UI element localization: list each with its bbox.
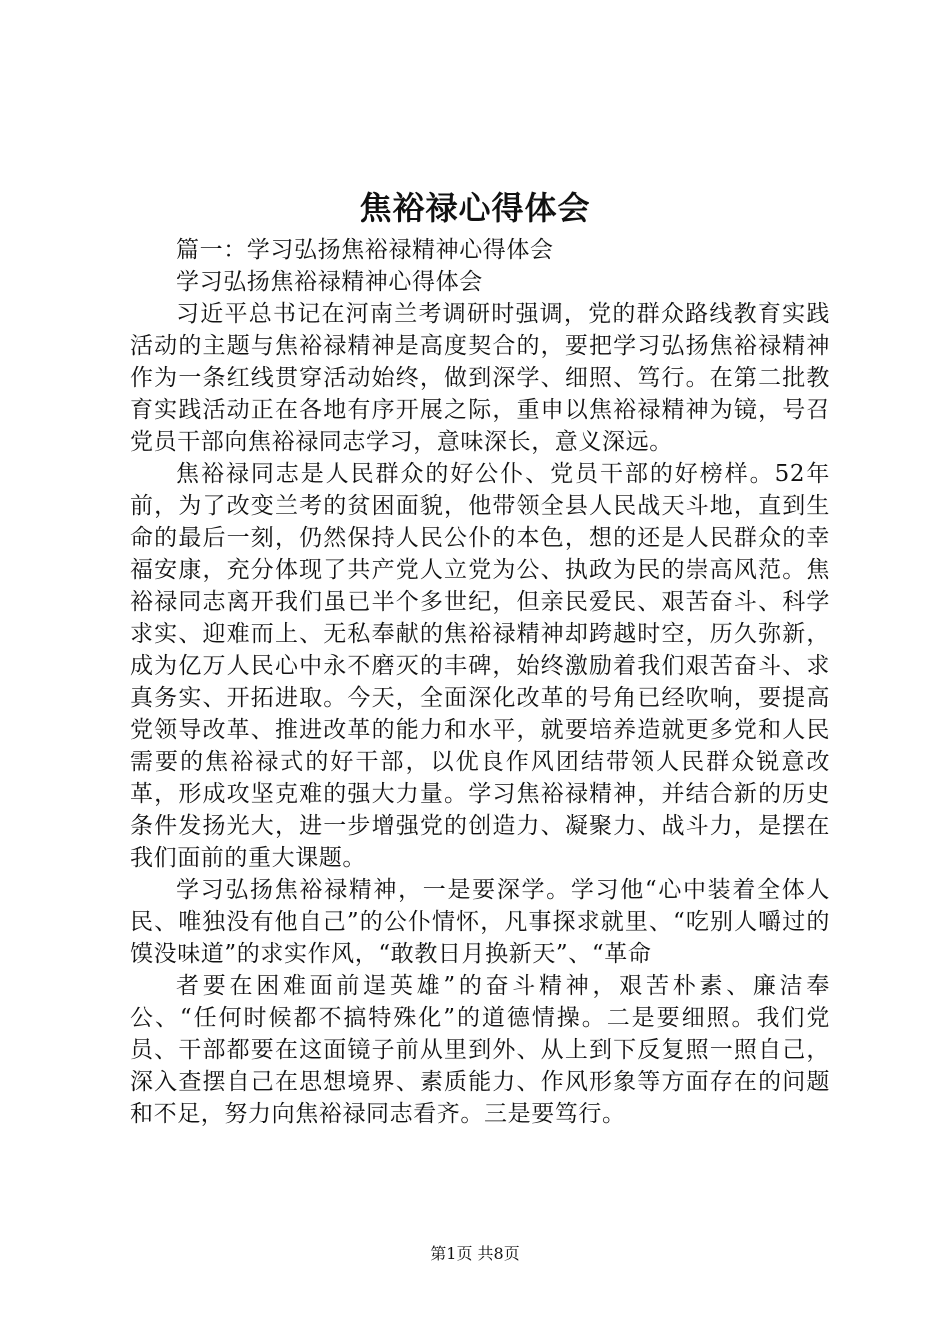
paragraph: 者要在困难面前逞英雄”的奋斗精神，艰苦朴素、廉洁奉公、“任何时候都不搞特殊化”的道德情操。二是要细照。我们党员、干部都要在这面镜子前从里到外、从上到下反复照一照自己，深入查摆自己在思想境界、素质能力、作风形象等方面存在的问题和不足，努力向焦裕禄同志看齐。三是要笃行。 xyxy=(130,973,830,1127)
paragraph: 学习弘扬焦裕禄精神，一是要深学。学习他“心中装着全体人民、唯独没有他自己”的公仆情怀，凡事探求就里、“吃别人嚼过的馍没味道”的求实作风，“敢教日月换新天”、“革命 xyxy=(130,877,830,967)
page-footer: 第1页 共8页 xyxy=(430,1244,520,1263)
section-heading: 篇一：学习弘扬焦裕禄精神心得体会 xyxy=(176,237,554,263)
paragraph: 焦裕禄同志是人民群众的好公仆、党员干部的好榜样。52年前，为了改变兰考的贫困面貌，他带领全县人民战天斗地，直到生命的最后一刻，仍然保持人民公仆的本色，想的还是人民群众的幸福安康，充分体现了共产党人立党为公、执政为民的崇高风范。焦裕禄同志离开我们虽已半个多世纪，但亲民爱民、艰苦奋斗、科学求实、迎难而上、无私奉献的焦裕禄精神却跨越时空，历久弥新，成为亿万人民心中永不磨灭的丰碑，始终激励着我们艰苦奋斗、求真务实、开拓进取。今天，全面深化改革的号角已经吹响，要提高党领导改革、推进改革的能力和水平，就要培养造就更多党和人民需要的焦裕禄式的好干部，以优良作风团结带领人民群众锐意改革，形成攻坚克难的强大力量。学习焦裕禄精神，并结合新的历史条件发扬光大，进一步增强党的创造力、凝聚力、战斗力，是摆在我们面前的重大课题。 xyxy=(130,461,830,871)
paragraph: 习近平总书记在河南兰考调研时强调，党的群众路线教育实践活动的主题与焦裕禄精神是高度契合的，要把学习弘扬焦裕禄精神作为一条红线贯穿活动始终，做到深学、细照、笃行。在第二批教育实践活动正在各地有序开展之际，重申以焦裕禄精神为镜，号召党员干部向焦裕禄同志学习，意味深长，意义深远。 xyxy=(130,301,830,455)
document-body xyxy=(130,234,830,1130)
document-title: 焦裕禄心得体会 xyxy=(359,189,591,227)
article-subtitle: 学习弘扬焦裕禄精神心得体会 xyxy=(176,269,483,295)
